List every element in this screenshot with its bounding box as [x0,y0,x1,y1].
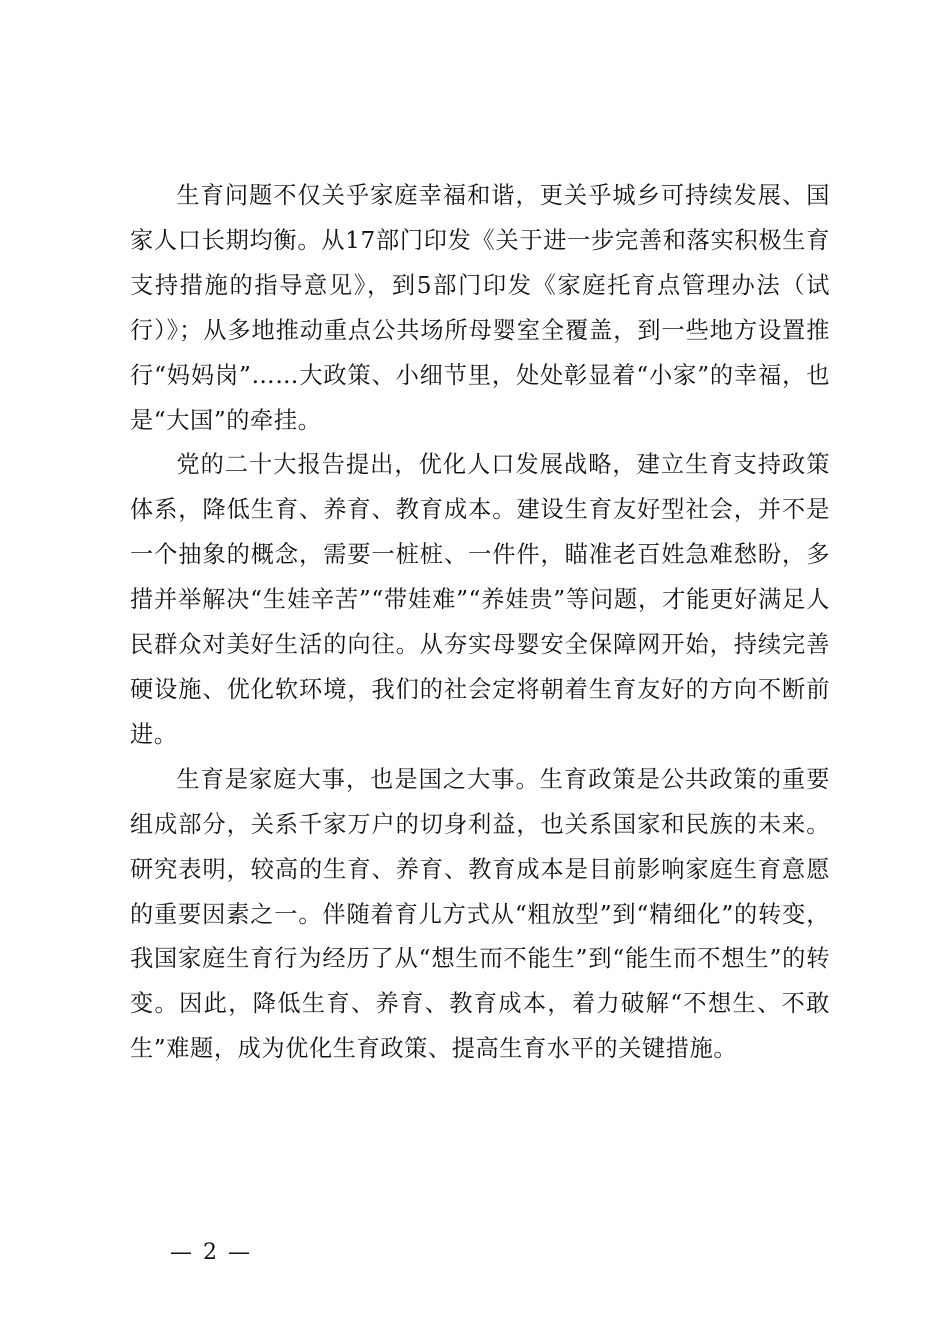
paragraph-2: 党的二十大报告提出，优化人口发展战略，建立生育支持政策体系，降低生育、养育、教育成本。建设生育友好型社会，并不是一个抽象的概念，需要一桩桩、一件件，瞄准老百姓急难愁盼，多措并举解决“生娃辛苦”“带娃难”“养娃贵”等问题，才能更好满足人民群众对美好生活的向往。从夯实母婴安全保障网开始，持续完善硬设施、优化软环境，我们的社会定将朝着生育友好的方向不断前进。 [130,451,830,748]
paragraph-1: 生育问题不仅关乎家庭幸福和谐，更关乎城乡可持续发展、国家人口长期均衡。从17部门印发《关于进一步完善和落实积极生育支持措施的指导意见》，到5部门印发《家庭托育点管理办法（试行）》；从多地推动重点公共场所母婴室全覆盖，到一些地方设置推行“妈妈岗”……大政策、小细节里，处处彰显着“小家”的幸福，也是“大国”的牵挂。 [130,182,830,434]
paragraph-3: 生育是家庭大事，也是国之大事。生育政策是公共政策的重要组成部分，关系千家万户的切身利益，也关系国家和民族的未来。研究表明，较高的生育、养育、教育成本是目前影响家庭生育意愿的重要因素之一。伴随着育儿方式从“粗放型”到“精细化”的转变，我国家庭生育行为经历了从“想生而不能生”到“能生而不想生”的转变。因此，降低生育、养育、教育成本，着力破解“不想生、不敢生”难题，成为优化生育政策、提高生育水平的关键措施。 [130,765,830,1063]
page-number: — 2 — [170,1240,252,1265]
document-body [130,174,830,1072]
